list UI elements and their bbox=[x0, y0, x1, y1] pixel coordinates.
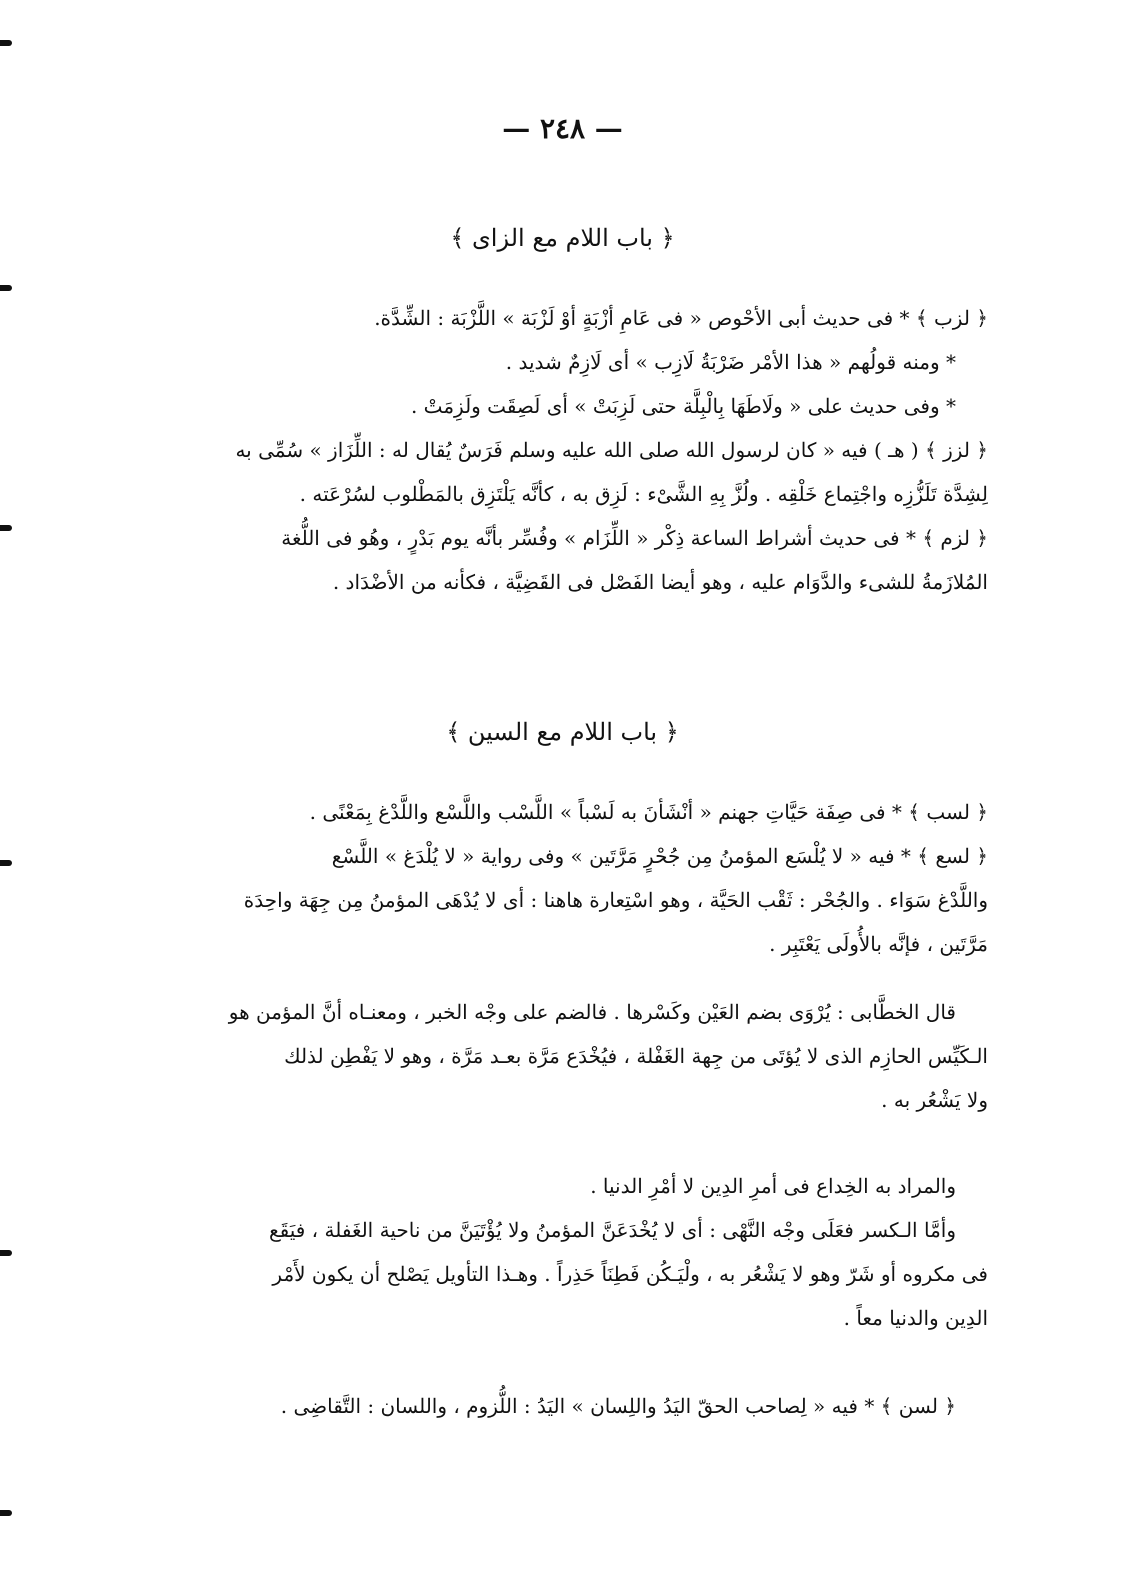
text-line: فى مكروه أو شَرّ وهو لا يَشْعُر به ، ولْيَـكُن فَطِنَاً حَذِراً . وهـذا التأويل يَصْلح أن يكون لأَمْر bbox=[272, 1262, 988, 1286]
text-line: المُلازَمةُ للشىء والدَّوَام عليه ، وهو أيضا الفَصْل فى القَضِيَّة ، فكأنه من الأضْدَاد . bbox=[332, 570, 988, 594]
margin-mark bbox=[0, 1510, 12, 1516]
text-line: لِشِدَّة تَلَزُّزِه واجْتِماع خَلْقِه . ولُزَّ بِهِ الشَّىْء : لَزِق به ، كأنَّه يَلْتَزِق بالمَطْلوب لسُرْعَته . bbox=[299, 482, 988, 506]
text-line: والمراد به الخِداع فى أمرِ الدِين لا أمْرِ الدنيا . bbox=[590, 1174, 956, 1198]
paragraph-meaning bbox=[138, 1164, 988, 1340]
margin-mark bbox=[0, 525, 12, 531]
section-title: ﴿ باب اللام مع السين ﴾ bbox=[446, 718, 679, 746]
margin-mark bbox=[0, 40, 12, 46]
text-line: ﴿ لزم ﴾ * فى حديث أشراط الساعة ذِكْر « اللِّزَام » وفُسِّر بأنَّه يوم بَدْرٍ ، وهُو فى اللُّغة bbox=[281, 526, 988, 550]
section-body bbox=[138, 790, 988, 966]
text-line: ﴿ لسع ﴾ * فيه « لا يُلْسَع المؤمنُ مِن جُحْرٍ مَرَّتَين » وفى رواية « لا يُلْدَغ » اللَّسْع bbox=[331, 844, 988, 868]
text-line: الدِين والدنيا معاً . bbox=[843, 1306, 988, 1330]
text-line: * ومنه قولُهم « هذا الأمْر ضَرْبَةُ لَازِب » أى لَازِمٌ شديد . bbox=[505, 350, 956, 374]
text-line: ولا يَشْعُر به . bbox=[881, 1088, 988, 1112]
section-title: ﴿ باب اللام مع الزاى ﴾ bbox=[450, 224, 675, 252]
text-line: الـكَيِّس الحازِم الذى لا يُؤتَى من جِهة الغَفْلة ، فيُخْدَع مَرَّة بعـد مَرَّة ، وهو لا يَفْطِن لذلك bbox=[284, 1044, 988, 1068]
paragraph-khattabi bbox=[138, 990, 988, 1122]
text-line: قال الخطَّابى : يُرْوَى بضم العَيْن وكَسْرها . فالضم على وجْه الخبر ، ومعنـاه أنَّ المؤمن هو bbox=[228, 1000, 956, 1024]
margin-mark bbox=[0, 285, 12, 291]
text-line: ﴿ لسب ﴾ * فى صِفَة حَيَّاتِ جهنم « أنْشَأنَ به لَسْباً » اللَّسْب واللَّسْع واللَّدْغ بِمَعْنًى . bbox=[309, 800, 988, 824]
text-line: واللَّدْغ سَوَاء . والجُحْر : ثَقْب الحَيَّة ، وهو اسْتِعارة هاهنا : أى لا يُدْهَى المؤمنُ مِن جِهَة واحِدَة bbox=[243, 888, 988, 912]
text-line: * وفى حديث على « ولَاطَهَا بِالْبِلَّة حتى لَزِبَتْ » أى لَصِقَت ولَزِمَتْ . bbox=[410, 394, 956, 418]
text-line: ﴿ لسن ﴾ * فيه « لِصاحب الحقّ اليَدُ واللِسان » اليَدُ : اللُّزوم ، واللسان : التَّقاضِى . bbox=[280, 1394, 956, 1418]
text-line: وأمَّا الـكسر فعَلَى وجْه النَّهْى : أى لا يُخْدَعَنَّ المؤمنُ ولا يُؤْتَيَنَّ من ناحية الغَفلة ، فيَقَع bbox=[268, 1218, 956, 1242]
margin-mark bbox=[0, 1250, 12, 1256]
margin-mark bbox=[0, 860, 12, 866]
text-line: ﴿ لزز ﴾ ( هـ ) فيه « كان لرسول الله صلى الله عليه وسلم فَرَسٌ يُقال له : اللِّزَاز » سُمِّى به bbox=[235, 438, 988, 462]
text-line: ﴿ لزب ﴾ * فى حديث أبى الأحْوص « فى عَامِ أزْبَةٍ أوْ لَزْبَة » اللَّزْبَة : الشِّدَّة. bbox=[374, 306, 988, 330]
page-number: — ٢٤٨ — bbox=[502, 112, 623, 145]
text-line: مَرَّتَين ، فإنَّه بالأُولَى يَعْتَبِر . bbox=[769, 932, 988, 956]
entry-lasan bbox=[138, 1384, 988, 1428]
section-body bbox=[138, 296, 988, 604]
